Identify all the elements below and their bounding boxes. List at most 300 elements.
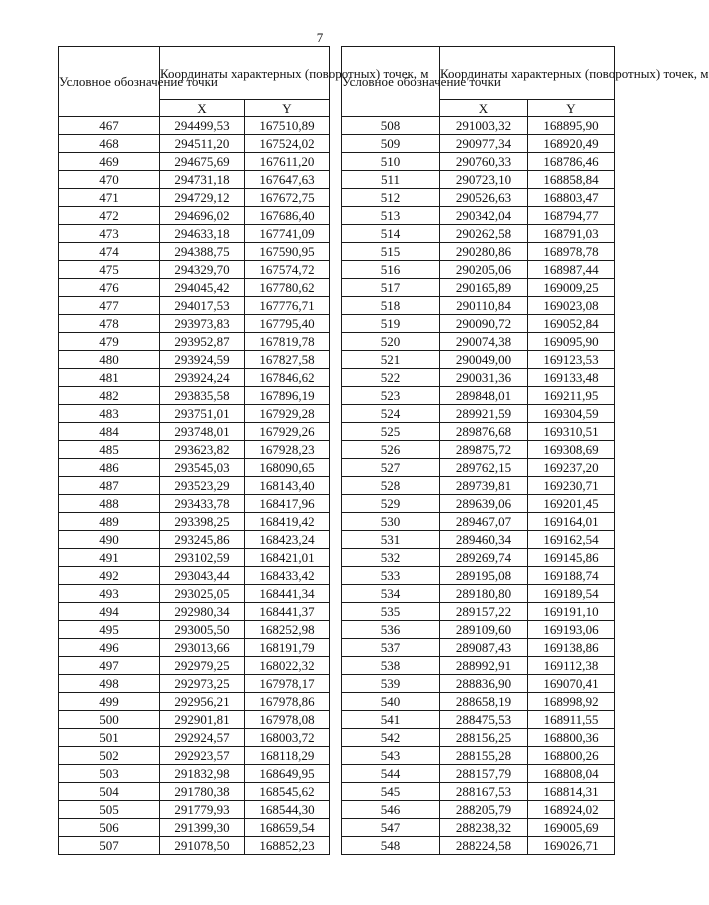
table-row	[59, 675, 330, 693]
table-row	[59, 711, 330, 729]
x-coordinate-cell: 290280,86	[440, 243, 528, 261]
table-row	[342, 837, 615, 855]
point-id-cell: 476	[59, 279, 160, 297]
point-id-cell: 515	[342, 243, 440, 261]
point-id-cell: 518	[342, 297, 440, 315]
x-coordinate-cell: 289109,60	[440, 621, 528, 639]
y-coordinate-cell: 167647,63	[245, 171, 330, 189]
x-coordinate-cell: 292923,57	[160, 747, 245, 765]
x-coordinate-cell: 291832,98	[160, 765, 245, 783]
x-coordinate-cell: 288658,19	[440, 693, 528, 711]
point-id-cell: 490	[59, 531, 160, 549]
point-id-cell: 548	[342, 837, 440, 855]
x-coordinate-cell: 288157,79	[440, 765, 528, 783]
table-row	[342, 369, 615, 387]
x-coordinate-cell: 293924,59	[160, 351, 245, 369]
y-coordinate-cell: 167686,40	[245, 207, 330, 225]
y-coordinate-cell: 169123,53	[528, 351, 615, 369]
point-id-cell: 486	[59, 459, 160, 477]
table-row	[342, 225, 615, 243]
point-id-cell: 488	[59, 495, 160, 513]
x-coordinate-cell: 289921,59	[440, 405, 528, 423]
point-id-cell: 504	[59, 783, 160, 801]
table-row	[59, 333, 330, 351]
point-id-cell: 495	[59, 621, 160, 639]
coordinates-table-right	[341, 46, 709, 855]
point-id-cell: 539	[342, 675, 440, 693]
table-row	[342, 639, 615, 657]
x-coordinate-cell: 293835,58	[160, 387, 245, 405]
point-id-cell: 544	[342, 765, 440, 783]
y-coordinate-cell: 167590,95	[245, 243, 330, 261]
point-id-cell: 537	[342, 639, 440, 657]
table-row	[59, 549, 330, 567]
table-row	[59, 351, 330, 369]
y-coordinate-cell: 167929,26	[245, 423, 330, 441]
x-coordinate-cell: 290110,84	[440, 297, 528, 315]
y-coordinate-cell: 169308,69	[528, 441, 615, 459]
x-coordinate-cell: 292901,81	[160, 711, 245, 729]
point-id-cell: 480	[59, 351, 160, 369]
point-id-cell: 492	[59, 567, 160, 585]
y-coordinate-cell: 169237,20	[528, 459, 615, 477]
table-row	[59, 261, 330, 279]
table-row	[342, 477, 615, 495]
table-row	[59, 297, 330, 315]
x-coordinate-cell: 290031,36	[440, 369, 528, 387]
table-row	[342, 513, 615, 531]
y-coordinate-cell: 168924,02	[528, 801, 615, 819]
point-id-cell: 498	[59, 675, 160, 693]
y-coordinate-cell: 169193,06	[528, 621, 615, 639]
header-x: X	[440, 100, 528, 117]
point-id-cell: 547	[342, 819, 440, 837]
table-row	[59, 207, 330, 225]
x-coordinate-cell: 292924,57	[160, 729, 245, 747]
x-coordinate-cell: 290165,89	[440, 279, 528, 297]
x-coordinate-cell: 294731,18	[160, 171, 245, 189]
x-coordinate-cell: 290262,58	[440, 225, 528, 243]
x-coordinate-cell: 289876,68	[440, 423, 528, 441]
point-id-cell: 513	[342, 207, 440, 225]
x-coordinate-cell: 294499,53	[160, 117, 245, 135]
point-id-cell: 470	[59, 171, 160, 189]
table-row	[59, 279, 330, 297]
y-coordinate-cell: 168545,62	[245, 783, 330, 801]
y-coordinate-cell: 167846,62	[245, 369, 330, 387]
point-id-cell: 543	[342, 747, 440, 765]
y-coordinate-cell: 169189,54	[528, 585, 615, 603]
point-id-cell: 512	[342, 189, 440, 207]
y-coordinate-cell: 167524,02	[245, 135, 330, 153]
y-coordinate-cell: 168649,95	[245, 765, 330, 783]
table-row	[342, 459, 615, 477]
table-row	[342, 603, 615, 621]
x-coordinate-cell: 293623,82	[160, 441, 245, 459]
y-coordinate-cell: 168441,34	[245, 585, 330, 603]
point-id-cell: 468	[59, 135, 160, 153]
table-row	[59, 531, 330, 549]
table-row	[59, 369, 330, 387]
point-id-cell: 534	[342, 585, 440, 603]
x-coordinate-cell: 288836,90	[440, 675, 528, 693]
point-id-cell: 497	[59, 657, 160, 675]
x-coordinate-cell: 290342,04	[440, 207, 528, 225]
x-coordinate-cell: 291078,50	[160, 837, 245, 855]
point-id-cell: 510	[342, 153, 440, 171]
x-coordinate-cell: 288156,25	[440, 729, 528, 747]
x-coordinate-cell: 289460,34	[440, 531, 528, 549]
table-row	[342, 351, 615, 369]
table-row	[342, 243, 615, 261]
table-row	[59, 801, 330, 819]
y-coordinate-cell: 169230,71	[528, 477, 615, 495]
y-coordinate-cell: 168987,44	[528, 261, 615, 279]
point-id-cell: 496	[59, 639, 160, 657]
y-coordinate-cell: 168852,23	[245, 837, 330, 855]
point-id-cell: 526	[342, 441, 440, 459]
table-row	[59, 189, 330, 207]
x-coordinate-cell: 291399,30	[160, 819, 245, 837]
y-coordinate-cell: 169310,51	[528, 423, 615, 441]
x-coordinate-cell: 292956,21	[160, 693, 245, 711]
table-row	[342, 261, 615, 279]
table-row	[59, 585, 330, 603]
table-row	[59, 603, 330, 621]
point-id-cell: 472	[59, 207, 160, 225]
table-row	[342, 531, 615, 549]
table-row	[59, 387, 330, 405]
y-coordinate-cell: 167741,09	[245, 225, 330, 243]
point-id-cell: 536	[342, 621, 440, 639]
point-id-cell: 489	[59, 513, 160, 531]
y-coordinate-cell: 169164,01	[528, 513, 615, 531]
y-coordinate-cell: 167978,86	[245, 693, 330, 711]
y-coordinate-cell: 167611,20	[245, 153, 330, 171]
y-coordinate-cell: 168895,90	[528, 117, 615, 135]
table-row	[59, 459, 330, 477]
point-id-cell: 546	[342, 801, 440, 819]
table-row	[59, 729, 330, 747]
table-row	[342, 621, 615, 639]
x-coordinate-cell: 293751,01	[160, 405, 245, 423]
x-coordinate-cell: 288992,91	[440, 657, 528, 675]
point-id-cell: 531	[342, 531, 440, 549]
x-coordinate-cell: 294045,42	[160, 279, 245, 297]
x-coordinate-cell: 290526,63	[440, 189, 528, 207]
table-row	[342, 675, 615, 693]
table-row	[342, 297, 615, 315]
point-id-cell: 542	[342, 729, 440, 747]
point-id-cell: 540	[342, 693, 440, 711]
x-coordinate-cell: 289467,07	[440, 513, 528, 531]
point-id-cell: 525	[342, 423, 440, 441]
table-row	[342, 657, 615, 675]
table-row	[342, 765, 615, 783]
point-id-cell: 493	[59, 585, 160, 603]
table-row	[342, 801, 615, 819]
point-id-cell: 505	[59, 801, 160, 819]
y-coordinate-cell: 168920,49	[528, 135, 615, 153]
point-id-cell: 541	[342, 711, 440, 729]
point-id-cell: 499	[59, 693, 160, 711]
point-id-cell: 522	[342, 369, 440, 387]
y-coordinate-cell: 168143,40	[245, 477, 330, 495]
table-row	[342, 315, 615, 333]
point-id-cell: 482	[59, 387, 160, 405]
y-coordinate-cell: 168417,96	[245, 495, 330, 513]
x-coordinate-cell: 294633,18	[160, 225, 245, 243]
point-id-cell: 500	[59, 711, 160, 729]
header-point-designation: Условное обозначение точки	[59, 47, 160, 117]
y-coordinate-cell: 168544,30	[245, 801, 330, 819]
table-row	[59, 639, 330, 657]
header-point-designation: Условное обозначение точки	[342, 47, 440, 117]
header-coordinates: Координаты характерных (поворотных) точек, м	[440, 47, 615, 100]
point-id-cell: 545	[342, 783, 440, 801]
y-coordinate-cell: 169188,74	[528, 567, 615, 585]
x-coordinate-cell: 294511,20	[160, 135, 245, 153]
y-coordinate-cell: 167780,62	[245, 279, 330, 297]
x-coordinate-cell: 293043,44	[160, 567, 245, 585]
x-coordinate-cell: 289762,15	[440, 459, 528, 477]
x-coordinate-cell: 290074,38	[440, 333, 528, 351]
x-coordinate-cell: 288238,32	[440, 819, 528, 837]
table-row	[59, 783, 330, 801]
x-coordinate-cell: 288224,58	[440, 837, 528, 855]
x-coordinate-cell: 289848,01	[440, 387, 528, 405]
header-x: X	[160, 100, 245, 117]
x-coordinate-cell: 294329,70	[160, 261, 245, 279]
point-id-cell: 519	[342, 315, 440, 333]
table-row	[59, 567, 330, 585]
x-coordinate-cell: 293433,78	[160, 495, 245, 513]
x-coordinate-cell: 293013,66	[160, 639, 245, 657]
point-id-cell: 511	[342, 171, 440, 189]
x-coordinate-cell: 293102,59	[160, 549, 245, 567]
x-coordinate-cell: 291780,38	[160, 783, 245, 801]
x-coordinate-cell: 294729,12	[160, 189, 245, 207]
point-id-cell: 477	[59, 297, 160, 315]
table-row	[59, 837, 330, 855]
x-coordinate-cell: 292980,34	[160, 603, 245, 621]
table-row	[342, 333, 615, 351]
y-coordinate-cell: 169005,69	[528, 819, 615, 837]
table-body-left	[59, 117, 330, 855]
y-coordinate-cell: 167896,19	[245, 387, 330, 405]
x-coordinate-cell: 290049,00	[440, 351, 528, 369]
table-row	[342, 405, 615, 423]
y-coordinate-cell: 168441,37	[245, 603, 330, 621]
x-coordinate-cell: 289639,06	[440, 495, 528, 513]
x-coordinate-cell: 290760,33	[440, 153, 528, 171]
x-coordinate-cell: 289739,81	[440, 477, 528, 495]
point-id-cell: 471	[59, 189, 160, 207]
table-row	[342, 153, 615, 171]
table-row	[342, 171, 615, 189]
page-number: 7	[316, 30, 324, 45]
table-row	[59, 423, 330, 441]
table-row	[342, 207, 615, 225]
x-coordinate-cell: 293924,24	[160, 369, 245, 387]
x-coordinate-cell: 293973,83	[160, 315, 245, 333]
y-coordinate-cell: 168786,46	[528, 153, 615, 171]
point-id-cell: 467	[59, 117, 160, 135]
table-row	[342, 585, 615, 603]
table-row	[59, 117, 330, 135]
y-coordinate-cell: 169026,71	[528, 837, 615, 855]
point-id-cell: 481	[59, 369, 160, 387]
table-row	[59, 315, 330, 333]
point-id-cell: 479	[59, 333, 160, 351]
y-coordinate-cell: 169052,84	[528, 315, 615, 333]
table-row	[342, 711, 615, 729]
x-coordinate-cell: 289180,80	[440, 585, 528, 603]
x-coordinate-cell: 292979,25	[160, 657, 245, 675]
table-row	[59, 441, 330, 459]
table-row	[59, 621, 330, 639]
x-coordinate-cell: 289269,74	[440, 549, 528, 567]
point-id-cell: 514	[342, 225, 440, 243]
point-id-cell: 503	[59, 765, 160, 783]
x-coordinate-cell: 293245,86	[160, 531, 245, 549]
x-coordinate-cell: 289087,43	[440, 639, 528, 657]
x-coordinate-cell: 290090,72	[440, 315, 528, 333]
x-coordinate-cell: 291003,32	[440, 117, 528, 135]
point-id-cell: 501	[59, 729, 160, 747]
y-coordinate-cell: 168003,72	[245, 729, 330, 747]
point-id-cell: 483	[59, 405, 160, 423]
y-coordinate-cell: 169191,10	[528, 603, 615, 621]
header-y: Y	[528, 100, 615, 117]
x-coordinate-cell: 293748,01	[160, 423, 245, 441]
table-row	[342, 387, 615, 405]
point-id-cell: 508	[342, 117, 440, 135]
y-coordinate-cell: 167574,72	[245, 261, 330, 279]
x-coordinate-cell: 288205,79	[440, 801, 528, 819]
y-coordinate-cell: 168022,32	[245, 657, 330, 675]
y-coordinate-cell: 168191,79	[245, 639, 330, 657]
x-coordinate-cell: 293523,29	[160, 477, 245, 495]
point-id-cell: 521	[342, 351, 440, 369]
header-coordinates: Координаты характерных (поворотных) точек, м	[160, 47, 330, 100]
y-coordinate-cell: 167510,89	[245, 117, 330, 135]
table-row	[342, 279, 615, 297]
x-coordinate-cell: 294675,69	[160, 153, 245, 171]
x-coordinate-cell: 292973,25	[160, 675, 245, 693]
table-row	[342, 441, 615, 459]
y-coordinate-cell: 167672,75	[245, 189, 330, 207]
point-id-cell: 516	[342, 261, 440, 279]
x-coordinate-cell: 294696,02	[160, 207, 245, 225]
table-row	[59, 171, 330, 189]
y-coordinate-cell: 169095,90	[528, 333, 615, 351]
table-row	[342, 693, 615, 711]
x-coordinate-cell: 293398,25	[160, 513, 245, 531]
y-coordinate-cell: 168118,29	[245, 747, 330, 765]
y-coordinate-cell: 167978,17	[245, 675, 330, 693]
table-row	[342, 747, 615, 765]
table-row	[59, 513, 330, 531]
y-coordinate-cell: 168794,77	[528, 207, 615, 225]
table-row	[342, 423, 615, 441]
table-row	[59, 747, 330, 765]
table-row	[59, 495, 330, 513]
y-coordinate-cell: 167928,23	[245, 441, 330, 459]
point-id-cell: 517	[342, 279, 440, 297]
table-row	[59, 657, 330, 675]
y-coordinate-cell: 168433,42	[245, 567, 330, 585]
y-coordinate-cell: 168808,04	[528, 765, 615, 783]
table-row	[59, 693, 330, 711]
y-coordinate-cell: 169145,86	[528, 549, 615, 567]
table-row	[59, 153, 330, 171]
y-coordinate-cell: 168978,78	[528, 243, 615, 261]
y-coordinate-cell: 168252,98	[245, 621, 330, 639]
y-coordinate-cell: 168814,31	[528, 783, 615, 801]
y-coordinate-cell: 167795,40	[245, 315, 330, 333]
y-coordinate-cell: 169201,45	[528, 495, 615, 513]
point-id-cell: 509	[342, 135, 440, 153]
point-id-cell: 494	[59, 603, 160, 621]
y-coordinate-cell: 169304,59	[528, 405, 615, 423]
point-id-cell: 506	[59, 819, 160, 837]
point-id-cell: 474	[59, 243, 160, 261]
header-y: Y	[245, 100, 330, 117]
y-coordinate-cell: 169112,38	[528, 657, 615, 675]
point-id-cell: 520	[342, 333, 440, 351]
table-row	[342, 819, 615, 837]
y-coordinate-cell: 167819,78	[245, 333, 330, 351]
y-coordinate-cell: 167776,71	[245, 297, 330, 315]
y-coordinate-cell: 167929,28	[245, 405, 330, 423]
x-coordinate-cell: 288155,28	[440, 747, 528, 765]
y-coordinate-cell: 169023,08	[528, 297, 615, 315]
table-row	[59, 405, 330, 423]
table-row	[342, 549, 615, 567]
y-coordinate-cell: 169009,25	[528, 279, 615, 297]
table-row	[59, 243, 330, 261]
y-coordinate-cell: 169211,95	[528, 387, 615, 405]
x-coordinate-cell: 293952,87	[160, 333, 245, 351]
point-id-cell: 491	[59, 549, 160, 567]
table-row	[59, 225, 330, 243]
table-row	[59, 765, 330, 783]
x-coordinate-cell: 293545,03	[160, 459, 245, 477]
y-coordinate-cell: 167827,58	[245, 351, 330, 369]
x-coordinate-cell: 294388,75	[160, 243, 245, 261]
point-id-cell: 473	[59, 225, 160, 243]
x-coordinate-cell: 290205,06	[440, 261, 528, 279]
point-id-cell: 532	[342, 549, 440, 567]
point-id-cell: 530	[342, 513, 440, 531]
x-coordinate-cell: 293025,05	[160, 585, 245, 603]
y-coordinate-cell: 168911,55	[528, 711, 615, 729]
table-row	[342, 495, 615, 513]
point-id-cell: 529	[342, 495, 440, 513]
point-id-cell: 524	[342, 405, 440, 423]
y-coordinate-cell: 168421,01	[245, 549, 330, 567]
x-coordinate-cell: 288167,53	[440, 783, 528, 801]
point-id-cell: 535	[342, 603, 440, 621]
y-coordinate-cell: 169162,54	[528, 531, 615, 549]
table-row	[59, 477, 330, 495]
table-row	[342, 135, 615, 153]
point-id-cell: 507	[59, 837, 160, 855]
point-id-cell: 484	[59, 423, 160, 441]
point-id-cell: 478	[59, 315, 160, 333]
x-coordinate-cell: 294017,53	[160, 297, 245, 315]
